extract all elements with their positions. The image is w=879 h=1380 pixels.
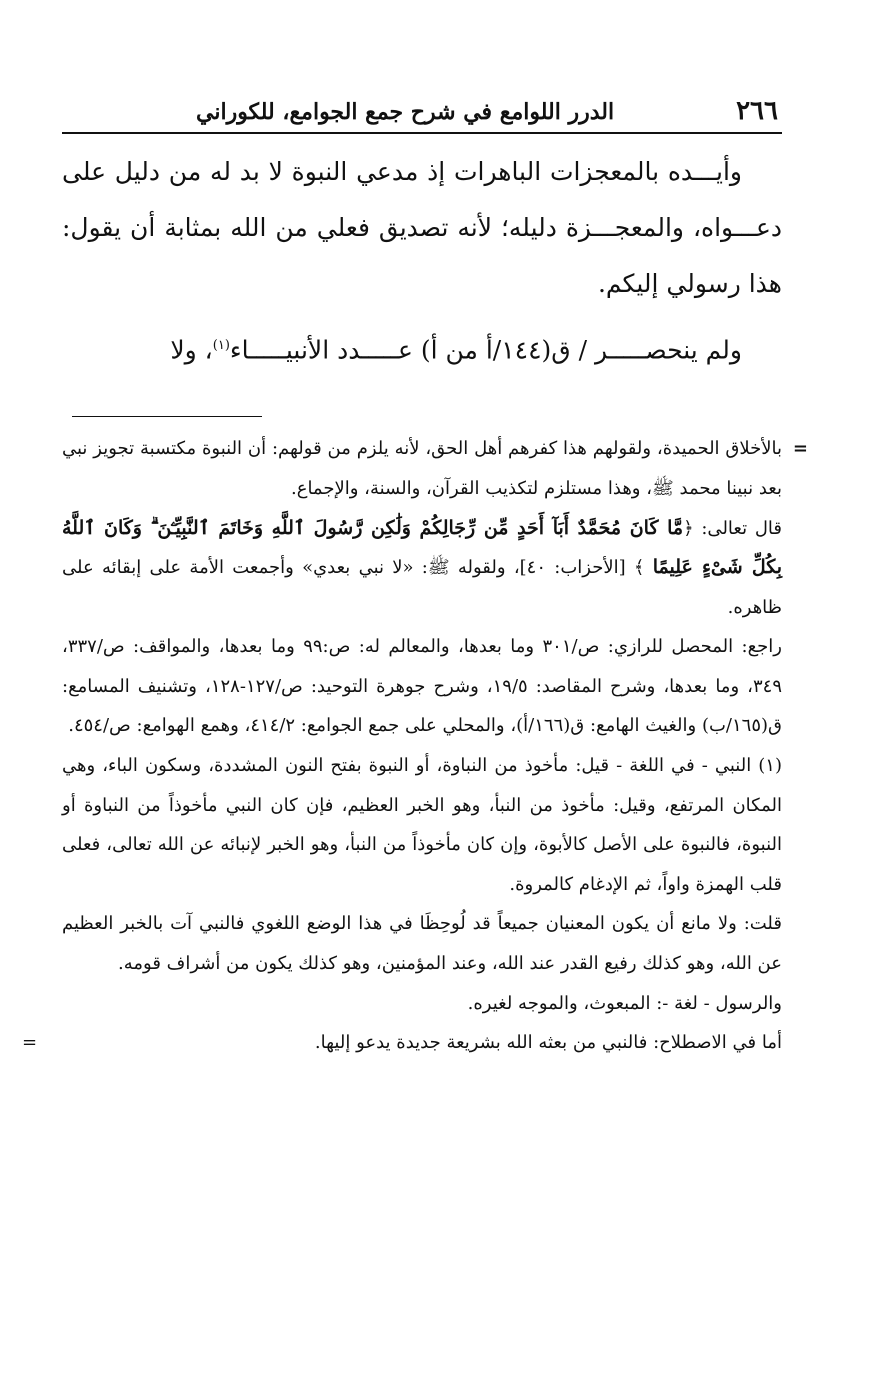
page (22, 96, 808, 1063)
continued-mark: = (22, 1032, 38, 1054)
footnote-1-paragraph-4 (22, 1023, 782, 1063)
footnote-separator (72, 416, 262, 417)
footnote-continuation-1 (62, 429, 808, 508)
footnote-continuation-2 (62, 509, 782, 628)
main-paragraph-2-text: ولم ينحصـــــر / ق(١٤٤/أ من أ) عـــــدد الأنبيـــــاء (229, 335, 742, 365)
footnote-separator-wrap (62, 416, 782, 417)
footnotes (22, 429, 808, 1063)
footnote-1 (62, 746, 782, 904)
main-text (62, 144, 782, 378)
quran-intro: قال تعالى: ﴿ (683, 517, 782, 539)
footnote-1-paragraph-4-text: أما في الاصطلاح: فالنبي من بعثه الله بشريعة جديدة يدعو إليها. (314, 1032, 782, 1054)
main-paragraph-1: وأيـــده بالمعجزات الباهرات إذ مدعي النبوة لا بد له من دليل على دعـــواه، والمعجـــزة دليله؛ لأنه تصديق فعلي من الله بمثابة أن يقول: هذا رسولي إليكم. (62, 157, 782, 298)
main-paragraph-2-tail: ، ولا (170, 335, 213, 365)
footnote-1-text: النبي - في اللغة - قيل: مأخوذ من النباوة، أو النبوة بفتح النون المشددة، وسكون الباء، وهي المكان المرتفع، وقيل: مأخوذ من النبأ، وهو الخبر العظيم، فإن كان النبي مأخوذاً من النباوة أو النبوة، فالنبوة على الأصل كالأبوة، وإن كان مأخوذاً من النبأ، وهو الخبر لإنبائه عن الله تعالى، فعلى قلب الهمزة واواً، ثم الإدغام كالمروة. (62, 755, 782, 895)
footnote-1-paragraph-2: قلت: ولا مانع أن يكون المعنيان جميعاً قد لُوحِظَا في هذا الوضع اللغوي فالنبي آت بالخبر العظيم عن الله، وهو كذلك رفيع القدر عند الله، وعند المؤمنين، وهو كذلك يكون من أشراف قومه. (62, 913, 782, 975)
quran-citation: ﴾ [الأحزاب: ٤٠]، ولقوله ﷺ: «لا نبي بعدي» وأجمعت الأمة على إبقائه على ظاهره. (62, 557, 782, 618)
running-title: الدرر اللوامع في شرح جمع الجوامع، للكوراني (196, 99, 615, 125)
footnote-1-number: (١) (758, 755, 782, 777)
footnote-1-paragraph-3: والرسول - لغة -: المبعوث، والموجه لغيره. (467, 992, 782, 1014)
footnote-reference-1: (١) (212, 338, 230, 353)
footnote-continuation-3: راجع: المحصل للرازي: ص/٣٠١ وما بعدها، والمعالم له: ص:٩٩ وما بعدها، والمواقف: ص/٣٣٧، ٣٤٩، وما بعدها، وشرح المقاصد: ١٩/٥، وشرح جوهرة التوحيد: ص/١٢٧-١٢٨، وتشنيف المسامع: ق(١٦٥/ب) والغيث الهامع: ق(١٦٦/أ)، والمحلي على جمع الجوامع: ٤١٤/٢، وهمع الهوامع: ص/٤٥٤. (62, 636, 782, 737)
page-number: ٢٦٦ (736, 96, 778, 126)
continuation-mark: = (792, 438, 808, 460)
quran-verse: مَّا كَانَ مُحَمَّدٌ أَبَآ أَحَدٍ مِّن رِّجَالِكُمْ وَلَٰكِن رَّسُولَ ٱللَّهِ وَخَاتَمَ ٱلنَّبِيِّـۧنَ ۗ وَكَانَ ٱللَّهُ بِكُلِّ شَىْءٍ عَلِيمًا (62, 516, 782, 579)
running-header (62, 96, 782, 134)
footnote-continuation-1-text: بالأخلاق الحميدة، ولقولهم هذا كفرهم أهل الحق، لأنه يلزم من قولهم: أن النبوة مكتسبة تجويز نبي بعد نبينا محمد ﷺ، وهذا مستلزم لتكذيب القرآن، والسنة، والإجماع. (62, 438, 782, 499)
main-paragraph-2 (62, 318, 782, 378)
